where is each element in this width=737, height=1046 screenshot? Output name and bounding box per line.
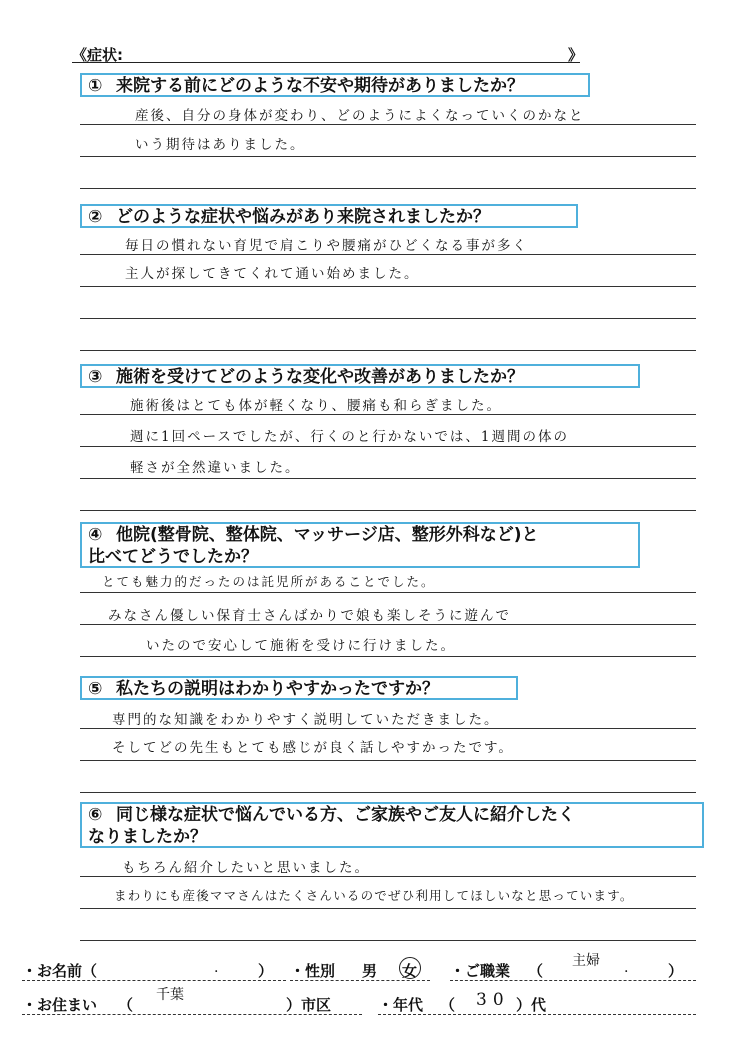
answer-6-line-2: まわりにも産後ママさんはたくさんいるのでぜひ利用してほしいなと思っています。 xyxy=(114,888,634,903)
question-6-text-cont: なりましたか？ xyxy=(88,827,207,847)
answer-rule xyxy=(80,478,696,479)
answer-rule xyxy=(80,318,696,319)
gender-label: ・性別 xyxy=(290,962,336,980)
symptom-underline xyxy=(72,62,580,63)
occupation-value: 主婦 xyxy=(572,953,600,969)
question-2-box xyxy=(80,204,578,228)
answer-rule xyxy=(80,254,696,255)
question-2-text: どのような症状や悩みがあり来院されましたか？ xyxy=(116,207,490,227)
answer-rule xyxy=(80,876,696,877)
answer-4-line-2: みなさん優しい保育士さんばかりで娘も楽しそうに遊んで xyxy=(108,608,511,624)
occupation-underline xyxy=(450,980,696,981)
answer-rule xyxy=(80,414,696,415)
question-3-text: 施術を受けてどのような変化や改善がありましたか？ xyxy=(116,367,524,387)
age-value: 30 xyxy=(476,990,510,1010)
answer-1-line-1: 産後、自分の身体が変わり、どのようによくなっていくのかなと xyxy=(135,108,585,124)
answer-rule xyxy=(80,188,696,189)
answer-rule xyxy=(80,624,696,625)
question-4-text-cont: 比べてどうでしたか？ xyxy=(88,547,258,567)
address-open: （ xyxy=(118,996,134,1014)
answer-4-line-3: いたので安心して施術を受けに行けました。 xyxy=(146,638,456,654)
answer-rule xyxy=(80,760,696,761)
answer-5-line-2: そしてどの先生もとても感じが良く話しやすかったです。 xyxy=(112,740,514,756)
occupation-close: ） xyxy=(668,962,684,980)
question-1-box xyxy=(80,73,590,97)
answer-rule xyxy=(80,124,696,125)
answer-rule xyxy=(80,940,696,941)
question-6-box xyxy=(80,802,704,848)
answer-rule xyxy=(80,156,696,157)
symptom-close: 》 xyxy=(568,46,584,64)
answer-3-line-2: 週に1回ペースでしたが、行くのと行かないでは、1週間の体の xyxy=(130,429,570,445)
answer-6-line-1: もちろん紹介したいと思いました。 xyxy=(122,860,370,876)
question-4-number: ④ xyxy=(88,525,103,545)
question-5-number: ⑤ xyxy=(88,679,103,699)
answer-2-line-1: 毎日の慣れない育児で肩こりや腰痛がひどくなる事が多く xyxy=(125,238,528,254)
question-3-number: ③ xyxy=(88,367,103,387)
name-underline xyxy=(22,980,286,981)
question-4-box xyxy=(80,522,640,568)
answer-4-line-1: とても魅力的だったのは託児所があることでした。 xyxy=(102,574,436,589)
gender-selected-circle xyxy=(399,957,421,979)
question-6-text: 同じ様な症状で悩んでいる方、ご家族やご友人に紹介したく xyxy=(116,805,575,825)
name-close: ） xyxy=(258,962,274,980)
gender-male: 男 xyxy=(362,962,378,980)
name-dot: . xyxy=(214,960,219,976)
answer-3-line-1: 施術後はとても体が軽くなり、腰痛も和らぎました。 xyxy=(130,398,502,414)
question-6-number: ⑥ xyxy=(88,805,103,825)
answer-rule xyxy=(80,792,696,793)
answer-rule xyxy=(80,446,696,447)
age-close: ）代 xyxy=(516,996,547,1014)
answer-3-line-3: 軽さが全然違いました。 xyxy=(130,460,301,476)
answer-rule xyxy=(80,510,696,511)
answer-rule xyxy=(80,286,696,287)
answer-1-line-2: いう期待はありました。 xyxy=(135,137,306,153)
address-value: 千葉 xyxy=(156,987,184,1003)
answer-rule xyxy=(80,656,696,657)
question-1-number: ① xyxy=(88,76,103,96)
age-underline xyxy=(378,1014,696,1015)
question-5-text: 私たちの説明はわかりやすかったですか？ xyxy=(116,679,439,699)
question-3-box xyxy=(80,364,640,388)
question-1-text: 来院する前にどのような不安や期待がありましたか？ xyxy=(116,76,524,96)
occupation-label: ・ご職業 xyxy=(450,962,511,980)
question-4-text: 他院(整骨院、整体院、マッサージ店、整形外科など)と xyxy=(116,525,539,545)
symptom-label: 《症状: xyxy=(72,46,123,64)
question-2-number: ② xyxy=(88,207,103,227)
occupation-open: （ xyxy=(528,962,544,980)
address-underline xyxy=(22,1014,362,1015)
address-label: ・お住まい xyxy=(22,996,98,1014)
name-label: ・お名前（ xyxy=(22,962,98,980)
answer-5-line-1: 専門的な知識をわかりやすく説明していただきました。 xyxy=(112,712,500,728)
age-label: ・年代 xyxy=(378,996,424,1014)
age-open: （ xyxy=(440,996,456,1014)
occupation-dot: . xyxy=(624,960,629,976)
question-5-box xyxy=(80,676,518,700)
gender-underline xyxy=(290,980,430,981)
answer-rule xyxy=(80,908,696,909)
gender-female: 女 xyxy=(402,962,418,980)
answer-2-line-2: 主人が探してきてくれて通い始めました。 xyxy=(125,266,420,282)
address-close: ）市区 xyxy=(286,996,332,1014)
answer-rule xyxy=(80,728,696,729)
answer-rule xyxy=(80,350,696,351)
answer-rule xyxy=(80,592,696,593)
